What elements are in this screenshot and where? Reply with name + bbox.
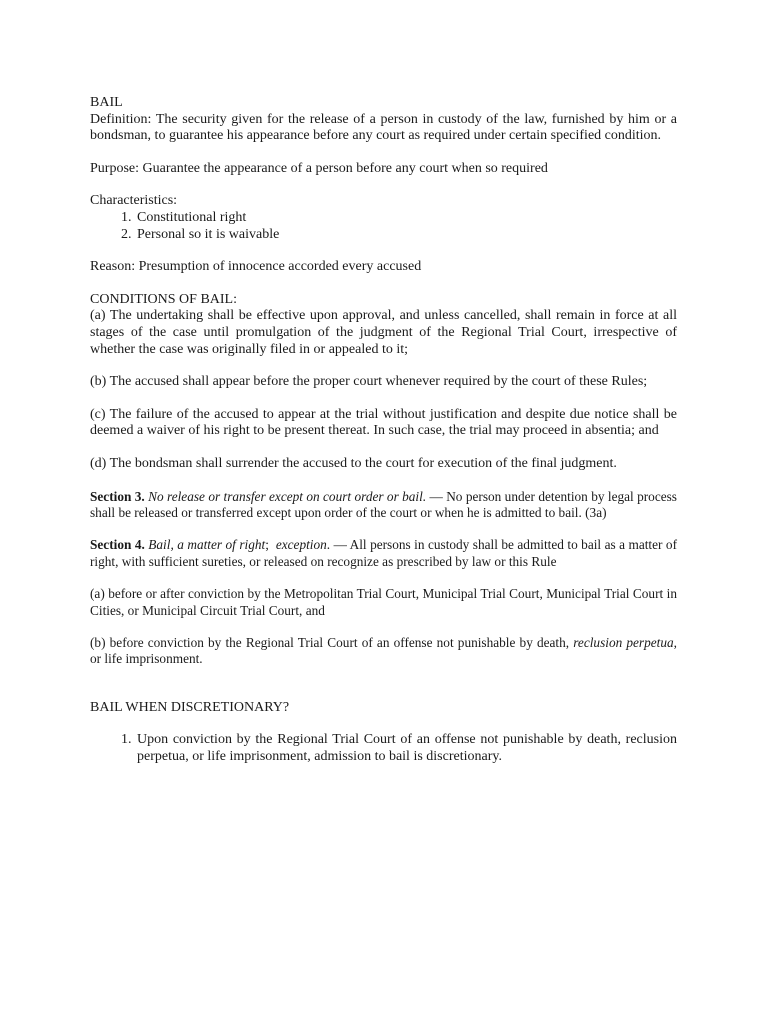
section-3-title: No release or transfer except on court order or bail. — [148, 488, 427, 504]
conditions-label: CONDITIONS OF BAIL: — [90, 291, 237, 307]
section-4-text: — All persons in custody shall be admitted to bail as a matter of right, with sufficient sureties, or released on recognize as prescribed by law or this Rule — [90, 537, 677, 569]
characteristics-label: Characteristics: — [90, 193, 178, 209]
section-4-b — [90, 635, 677, 668]
condition-c: (c) The failure of the accused to appear at the trial without justification and despite due notice shall be deemed a waiver of his right to be present thereat. In such case, the trial may proceed in absentia; and — [90, 406, 677, 439]
reason-paragraph: Reason: Presumption of innocence accorded every accused — [90, 259, 422, 275]
section-4-title-a: Bail, a matter of right — [148, 537, 266, 553]
section-3-paragraph — [90, 489, 677, 522]
characteristics-list — [90, 210, 677, 243]
section-4-a: (a) before or after conviction by the Metropolitan Trial Court, Municipal Trial Court, Municipal Trial Court in Cities, or Municipal Circuit Trial Court, and — [90, 586, 677, 618]
list-item: 2. Personal so it is waivable — [135, 227, 677, 244]
section-4-b-italic: reclusion perpetua — [573, 634, 674, 650]
discretionary-list — [90, 732, 677, 765]
list-item: 1. Constitutional right — [135, 210, 677, 227]
section-3-label: Section 3. — [90, 488, 145, 504]
list-item: 1. Upon conviction by the Regional Trial Court of an offense not punishable by death, reclusion perpetua, or life imprisonment, admission to bail is discretionary. — [135, 732, 677, 765]
definition-paragraph: Definition: The security given for the release of a person in custody of the law, furnished by him or a bondsman, to guarantee his appearance before any court as required under certain specified condition. — [90, 111, 677, 144]
section-4-label: Section 4. — [90, 537, 145, 553]
section-4-dot: . — [326, 537, 331, 553]
condition-b: (b) The accused shall appear before the proper court whenever required by the court of these Rules; — [90, 374, 648, 390]
section-4-paragraph — [90, 537, 677, 570]
condition-d: (d) The bondsman shall surrender the accused to the court for execution of the final judgment. — [90, 455, 617, 471]
purpose-paragraph: Purpose: Guarantee the appearance of a person before any court when so required — [90, 160, 548, 176]
discretionary-label: BAIL WHEN DISCRETIONARY? — [90, 699, 290, 715]
heading-bail: BAIL — [90, 95, 123, 110]
condition-a: (a) The undertaking shall be effective upon approval, and unless cancelled, shall remain in force at all stages of the case until promulgation of the judgment of the Regional Trial Court, irrespective of whether the case was originally filed in or appealed to it; — [90, 308, 677, 357]
section-4-title-b: exception — [275, 537, 327, 553]
section-4-b-pre: (b) before conviction by the Regional Trial Court of an offense not punishable by death, — [90, 634, 574, 650]
section-4-separator: ; — [265, 537, 269, 553]
section-4-b-post: , or life imprisonment. — [90, 634, 677, 667]
section-3-text: — No person under detention by legal process shall be released or transferred except upon order of the court or when he is admitted to bail. (3a) — [90, 488, 677, 520]
